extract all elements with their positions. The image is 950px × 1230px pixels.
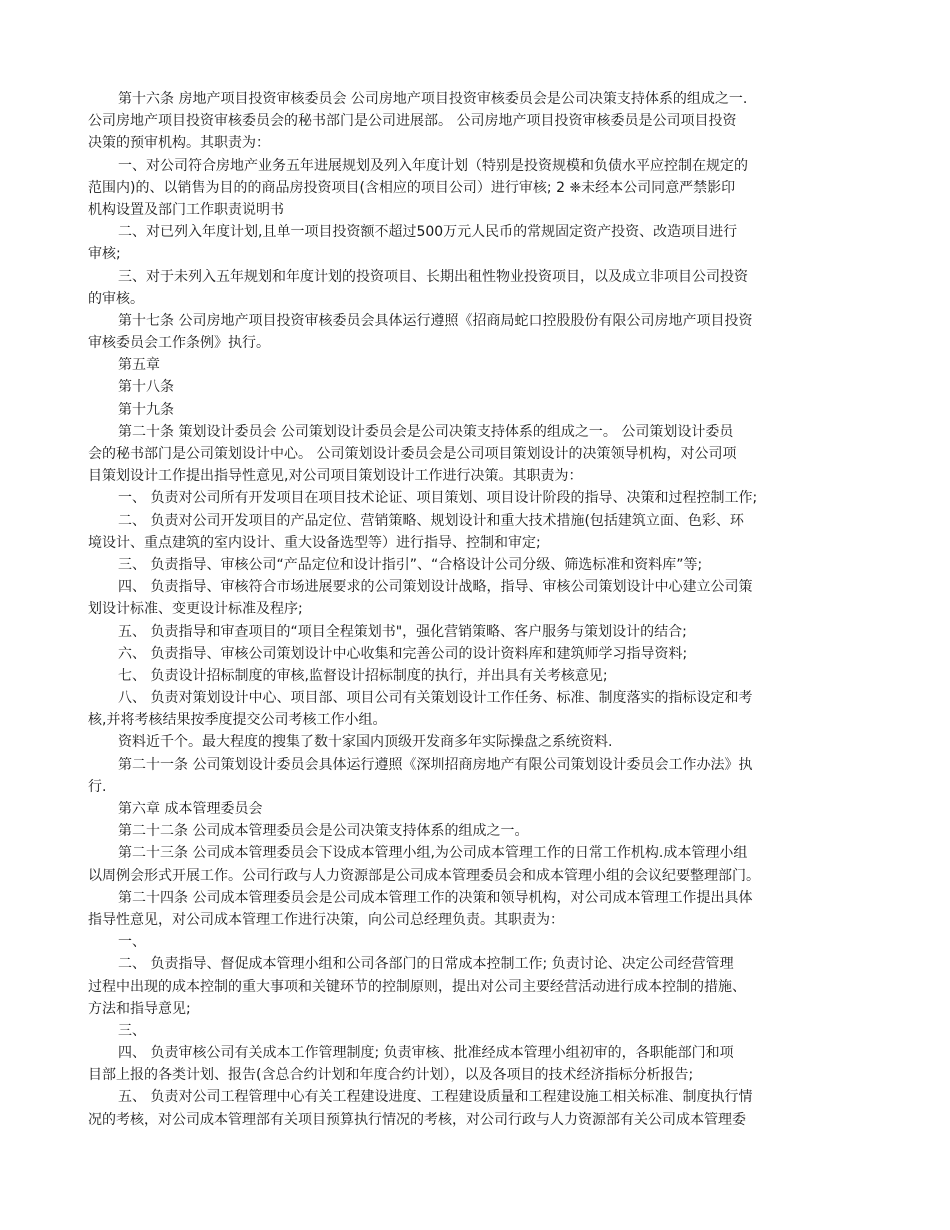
paragraph (88, 399, 862, 421)
paragraph (88, 88, 862, 155)
text-line: 八、 负责对策划设计中心、项目部、项目公司有关策划设计工作任务、标准、制度落实的指标设定和考 (118, 690, 753, 707)
paragraph (88, 221, 862, 265)
text-line: 第二十一条 公司策划设计委员会具体运行遵照《深圳招商房地产有限公司策划设计委员会工作办法》执 (118, 756, 753, 773)
text-line: 方法和指导意见; (88, 1000, 191, 1017)
text-line: 第十七条 公司房地产项目投资审核委员会具体运行遵照《招商局蛇口控股股份有限公司房地产项目投资 (118, 312, 753, 329)
text-line: 第十九条 (118, 401, 174, 418)
text-line: 五、 负责指导和审查项目的“项目全程策划书"，强化营销策略、客户服务与策划设计的结合; (118, 623, 687, 640)
text-line: 第二十二条 公司成本管理委员会是公司决策支持体系的组成之一。 (118, 823, 529, 840)
paragraph (88, 487, 862, 509)
paragraph (88, 621, 862, 643)
text-line: 资料近千个。最大程度的搜集了数十家国内顶级开发商多年实际操盘之系统资料. (118, 734, 613, 751)
text-line: 会的秘书部门是公司策划设计中心。 公司策划设计委员会是公司项目策划设计的决策领导机构，对公司项 (88, 446, 737, 462)
text-line: 过程中出现的成本控制的重大事项和关键环节的控制原则，提出对公司主要经营活动进行成本控制的措施、 (88, 978, 746, 995)
text-line: 一、 (118, 934, 146, 951)
text-line: 的审核。 (88, 290, 144, 307)
paragraph (88, 820, 862, 842)
paragraph (88, 510, 862, 554)
text-line: 目策划设计工作提出指导性意见,对公司项目策划设计工作进行决策。其职责为： (88, 468, 583, 485)
paragraph (88, 887, 862, 931)
text-line: 指导性意见，对公司成本管理工作进行决策，向公司总经理负责。其职责为： (88, 911, 564, 928)
paragraph (88, 155, 862, 222)
paragraph (88, 576, 862, 620)
text-line: 第十六条 房地产项目投资审核委员会 公司房地产项目投资审核委员会是公司决策支持体系的组成之一. (118, 91, 748, 107)
text-line: 划设计标准、变更设计标准及程序; (88, 601, 303, 618)
text-line: 决策的预审机构。其职责为： (88, 135, 270, 152)
paragraph (88, 842, 862, 886)
text-line: 第二十四条 公司成本管理委员会是公司成本管理工作的决策和领导机构，对公司成本管理工作提出具体 (118, 889, 753, 906)
paragraph (88, 731, 862, 753)
text-line: 四、 负责审核公司有关成本工作管理制度; 负责审核、批准经成本管理小组初审的，各职能部门和项 (118, 1045, 734, 1062)
paragraph (88, 421, 862, 488)
text-line: 第二十条 策划设计委员会 公司策划设计委员会是公司决策支持体系的组成之一。 公司策划设计委员 (118, 423, 734, 440)
text-line: 二、 负责指导、督促成本管理小组和公司各部门的日常成本控制工作; 负责讨论、决定公司经营管理 (118, 956, 734, 973)
text-line: 境设计、重点建筑的室内设计、重大设备选型等）进行指导、控制和审定; (88, 534, 541, 551)
text-line: 一、对公司符合房地产业务五年进展规划及列入年度计划（特别是投资规模和负债水平应控制在规定的 (118, 157, 748, 174)
text-line: 一、 负责对公司所有开发项目在项目技术论证、项目策划、项目设计阶段的指导、决策和过程控制工作; (118, 490, 758, 507)
text-line: 三、 (118, 1022, 146, 1039)
paragraph (88, 266, 862, 310)
text-line: 第五章 (118, 357, 160, 374)
text-line: 况的考核，对公司成本管理部有关项目预算执行情况的考核，对公司行政与人力资源部有关公司成本管理委 (88, 1111, 746, 1128)
paragraph (88, 754, 862, 798)
paragraph (88, 798, 862, 820)
text-line: 审核; (88, 246, 121, 263)
text-line: 范围内)的、以销售为目的的商品房投资项目(含相应的项目公司）进行审核; 2 ❈未经本公司同意严禁影印 (88, 179, 736, 196)
paragraph (88, 554, 862, 576)
text-line: 六、 负责指导、审核公司策划设计中心收集和完善公司的设计资料库和建筑师学习指导资料; (118, 645, 688, 662)
paragraph (88, 1086, 862, 1130)
paragraph (88, 1042, 862, 1086)
text-line: 审核委员会工作条例》执行。 (88, 335, 270, 352)
paragraph (88, 354, 862, 376)
text-line: 三、 负责指导、审核公司“产品定位和设计指引”、“合格设计公司分级、筛选标准和资料库”等; (118, 556, 703, 573)
paragraph (88, 376, 862, 398)
paragraph (88, 643, 862, 665)
paragraph (88, 665, 862, 687)
paragraph (88, 687, 862, 731)
text-line: 行. (88, 778, 107, 795)
text-line: 核,并将考核结果按季度提交公司考核工作小组。 (88, 712, 387, 729)
text-line: 二、对已列入年度计划,且单一项目投资额不超过500万元人民币的常规固定资产投资、改造项目进行 (118, 224, 738, 241)
paragraph (88, 931, 862, 953)
text-line: 第十八条 (118, 379, 174, 396)
text-line: 第六章 成本管理委员会 (118, 801, 263, 817)
paragraph (88, 1020, 862, 1042)
text-line: 七、 负责设计招标制度的审核,监督设计招标制度的执行，并出具有关考核意见; (118, 667, 608, 684)
text-line: 机构设置及部门工作职责说明书 (88, 201, 284, 218)
text-line: 五、 负责对公司工程管理中心有关工程建设进度、工程建设质量和工程建设施工相关标准、制度执行情 (118, 1089, 753, 1106)
text-line: 目部上报的各类计划、报告(含总合约计划和年度合约计划），以及各项目的技术经济指标分析报告; (88, 1067, 694, 1084)
text-line: 以周例会形式开展工作。公司行政与人力资源部是公司成本管理委员会和成本管理小组的会议纪要整理部门。 (88, 867, 760, 884)
paragraph (88, 953, 862, 1020)
document-body (88, 88, 862, 1131)
text-line: 第二十三条 公司成本管理委员会下设成本管理小组,为公司成本管理工作的日常工作机构.成本管理小组 (118, 845, 748, 862)
paragraph (88, 310, 862, 354)
text-line: 三、对于未列入五年规划和年度计划的投资项目、长期出租性物业投资项目，以及成立非项目公司投资 (118, 268, 748, 285)
text-line: 二、 负责对公司开发项目的产品定位、营销策略、规划设计和重大技术措施(包括建筑立面、色彩、环 (118, 512, 744, 529)
text-line: 公司房地产项目投资审核委员会的秘书部门是公司进展部。 公司房地产项目投资审核委员是公司项目投资 (88, 113, 737, 130)
text-line: 四、 负责指导、审核符合市场进展要求的公司策划设计战略，指导、审核公司策划设计中心建立公司策 (118, 579, 753, 596)
